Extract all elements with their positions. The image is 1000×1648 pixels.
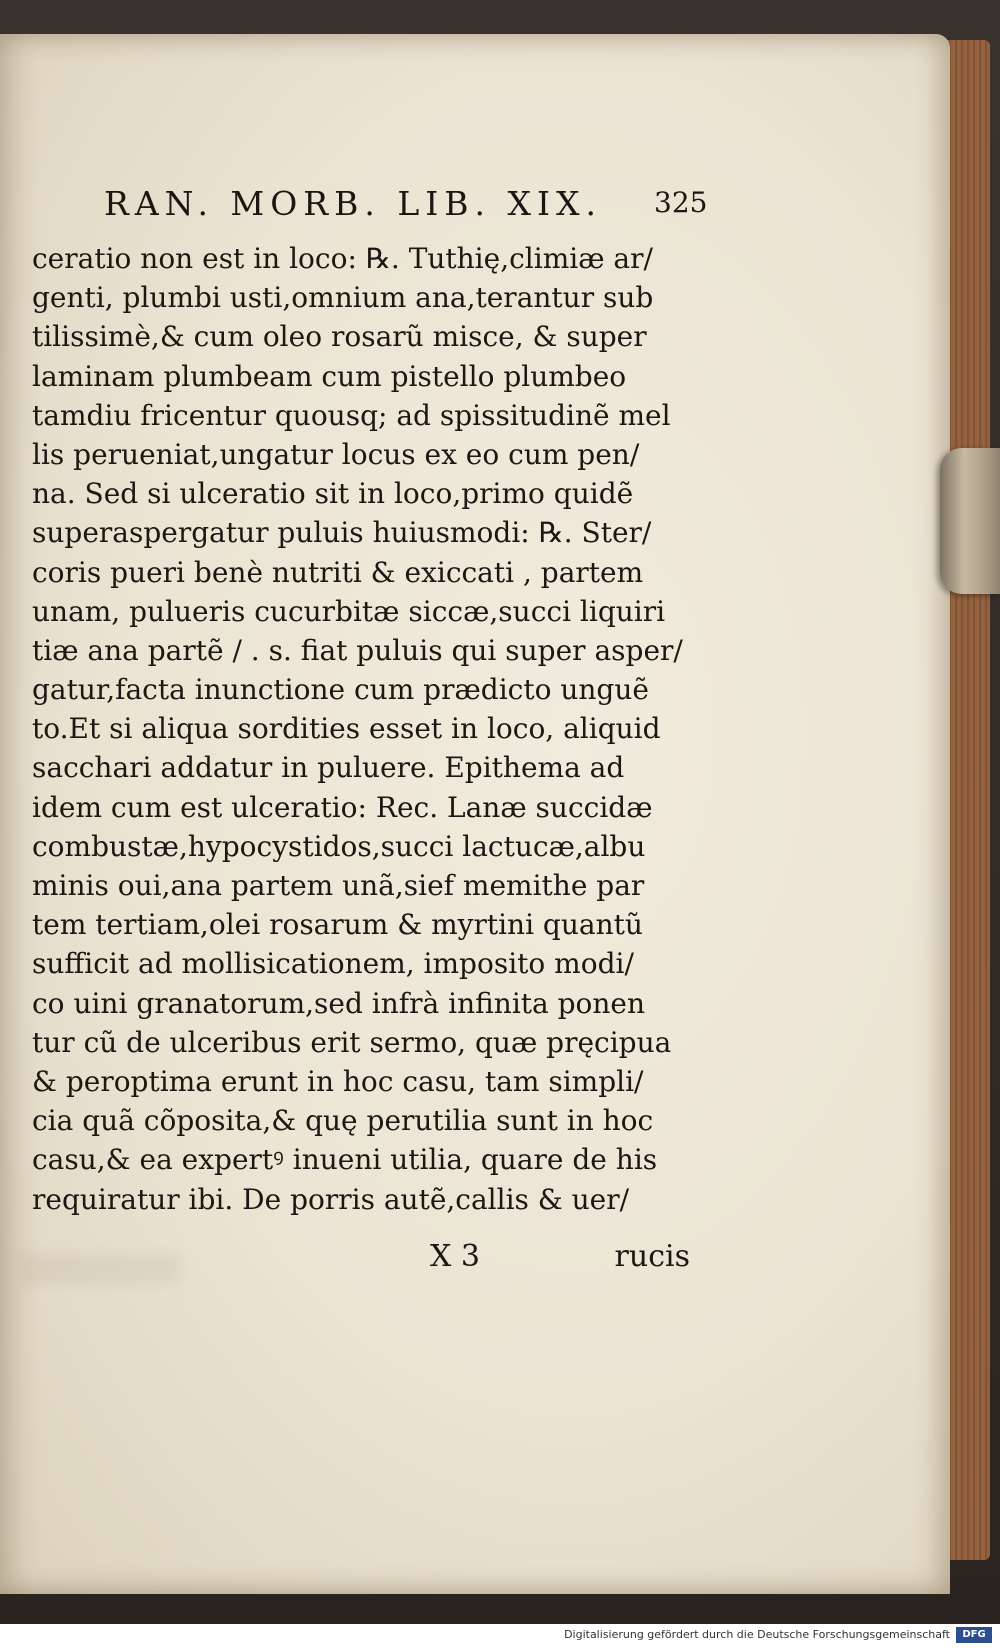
text-line: co uini granatorum,sed infrà infinita ponen <box>32 986 646 1020</box>
book-page-edges <box>946 40 990 1560</box>
text-line: idem cum est ulceratio: Rec. Lanæ succidæ <box>32 790 653 824</box>
book-page <box>0 34 950 1594</box>
text-line: tur cũ de ulceribus erit sermo, quæ pręcipua <box>32 1025 672 1059</box>
text-line: & peroptima erunt in hoc casu, tam simpli/ <box>32 1064 644 1098</box>
text-line: gatur,facta inunctione cum prædicto unguẽ <box>32 673 649 707</box>
text-line: na. Sed si ulceratio sit in loco,primo quidẽ <box>32 477 634 511</box>
running-head: RAN. MORB. LIB. XIX. <box>104 184 603 223</box>
text-line: to.Et si aliqua sordities esset in loco, aliquid <box>32 712 661 746</box>
catchline <box>430 1239 690 1279</box>
text-line: tem tertiam,olei rosarum & myrtini quantũ <box>32 908 643 942</box>
text-line: unam, pulueris cucurbitæ siccæ,succi liquiri <box>32 594 666 628</box>
footer-credit: Digitalisierung gefördert durch die Deutsche Forschungsgemeinschaft <box>564 1628 950 1641</box>
text-line: tiæ ana partẽ / . s. fiat puluis qui super asper/ <box>32 633 683 667</box>
text-line: sacchari addatur in puluere. Epithema ad <box>32 751 625 785</box>
page-header <box>104 184 708 234</box>
text-line: cia quã cõposita,& quę perutilia sunt in hoc <box>32 1104 654 1138</box>
text-line: sufficit ad mollisicationem, imposito modi/ <box>32 947 634 981</box>
text-line: combustæ,hypocystidos,succi lactucæ,albu <box>32 829 646 863</box>
page-number: 325 <box>654 186 708 219</box>
text-line: laminam plumbeam cum pistello plumbeo <box>32 359 627 393</box>
signature-mark: X 3 <box>430 1239 480 1274</box>
text-line: coris pueri benè nutriti & exiccati , partem <box>32 555 644 589</box>
text-line: superaspergatur puluis huiusmodi: ℞. Ster/ <box>32 516 652 550</box>
body-text <box>32 239 692 1219</box>
catchword: rucis <box>614 1239 690 1274</box>
text-line: genti, plumbi usti,omnium ana,terantur sub <box>32 281 654 315</box>
show-through-ghost <box>20 1254 180 1284</box>
digitization-footer <box>0 1624 1000 1648</box>
dfg-logo: DFG <box>956 1627 992 1643</box>
text-line: lis perueniat,ungatur locus ex eo cum pen/ <box>32 437 640 471</box>
text-line: casu,& ea expertꝰ inueni utilia, quare de his <box>32 1143 658 1177</box>
text-line: requiratur ibi. De porris autẽ,callis & uer/ <box>32 1182 630 1216</box>
text-line: tamdiu fricentur quousq; ad spissitudinẽ mel <box>32 398 671 432</box>
page-clamp-tab <box>940 448 1000 594</box>
text-line: minis oui,ana partem unã,sief memithe par <box>32 869 645 902</box>
text-line: ceratio non est in loco: ℞. Tuthię,climiæ ar/ <box>32 242 653 275</box>
text-line: tilissimè,& cum oleo rosarũ misce, & super <box>32 320 647 354</box>
